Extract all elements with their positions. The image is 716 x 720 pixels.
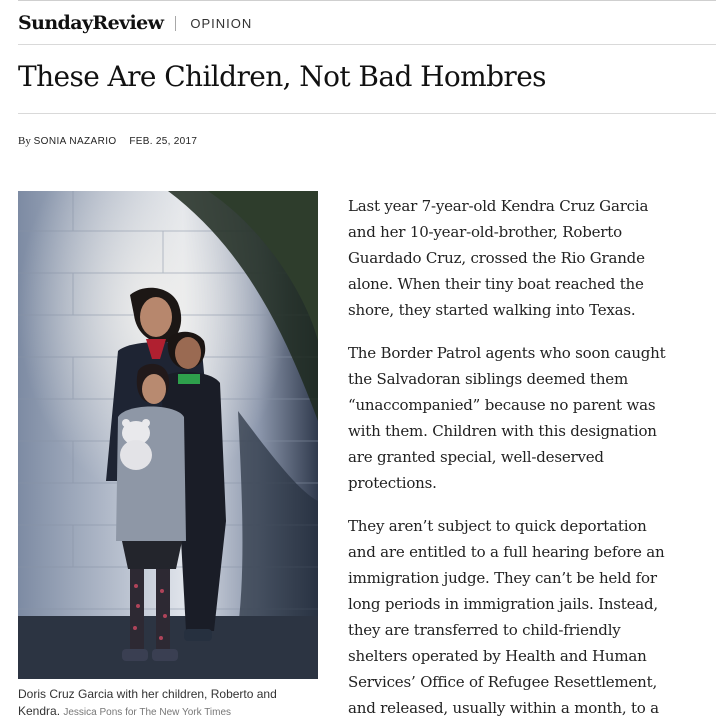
article-body [348,193,678,720]
article-paragraph: Last year 7-year-old Kendra Cruz Garcia and her 10-year-old-brother, Roberto Guardado Cruz, crossed the Rio Grande alone. When their tiny boat reached the shore, they started walking into Texas. [348,197,649,319]
byline-prefix: By [18,135,31,147]
masthead-divider [175,16,176,31]
masthead-rule [18,44,716,45]
photo-illustration [18,191,318,679]
photo-caption [18,686,318,720]
article-photo[interactable] [18,191,318,679]
headline-rule [18,113,716,114]
photo-credit: Jessica Pons for The New York Times [63,707,232,718]
section-logo[interactable]: SundayReview [18,12,164,34]
article-paragraph: The Border Patrol agents who soon caught the Salvadoran siblings deemed them “unaccompanied” because no parent was with them. Children with this designation are granted special, well-deserved protections. [348,344,666,492]
byline-author[interactable]: SONIA NAZARIO [33,136,117,147]
article-paragraph: They aren’t subject to quick deportation and are entitled to a full hearing before an immigration judge. They can’t be held for long periods in immigration jails. Instead, they are transferred to child-friendly shelters operated by Health and Human Services’ Office of Refugee Resettlement, and released, usually within a month, to a [348,517,665,717]
article-headline: These Are Children, Not Bad Hombres [18,60,546,93]
section-kicker[interactable]: OPINION [190,15,253,31]
section-masthead [18,8,252,38]
top-rule [18,0,716,1]
byline [18,135,197,147]
article-date: FEB. 25, 2017 [129,136,198,147]
caption-text: Doris Cruz Garcia with her children, Roberto and Kendra. [18,687,277,718]
